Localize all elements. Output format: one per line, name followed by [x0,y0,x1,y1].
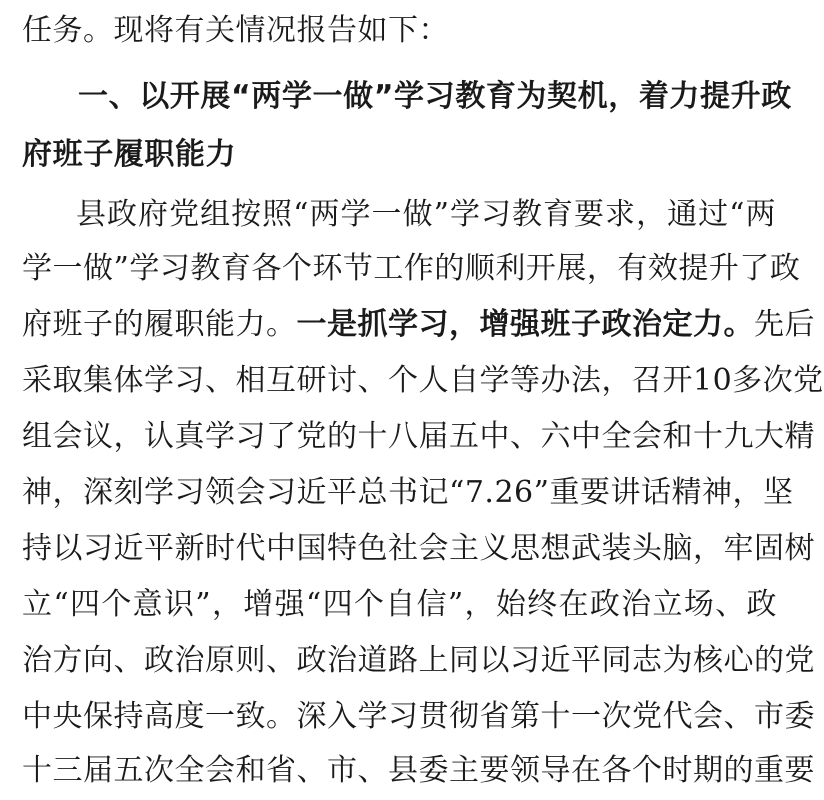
text-line-13: 中央保持高度一致。深入学习贯彻省第十一次党代会、市委 [22,699,815,734]
section-heading-line-1: 一、以开展“两学一做”学习教育为契机，着力提升政 [78,79,792,114]
text-line-6-bold-part: 一是抓学习，增强班子政治定力。 [296,307,754,342]
text-line-5: 学一做”学习教育各个环节工作的顺利开展，有效提升了政 [22,251,801,286]
text-line-4: 县政府党组按照“两学一做”学习教育要求，通过“两 [76,197,776,232]
text-line-9: 神，深刻学习领会习近平总书记“7.26”重要讲话精神，坚 [22,475,794,510]
text-line-12: 治方向、政治原则、政治道路上同以习近平同志为核心的党 [22,643,815,678]
text-line-1: 任务。现将有关情况报告如下： [22,13,449,48]
text-line-11: 立“四个意识”，增强“四个自信”，始终在政治立场、政 [22,587,777,622]
section-heading-line-2: 府班子履职能力 [22,137,237,172]
text-line-6 [22,296,815,354]
text-line-6-part-3: 先后 [754,307,815,342]
text-line-10: 持以习近平新时代中国特色社会主义思想武装头脑，牢固树 [22,531,815,566]
text-line-8: 组会议，认真学习了党的十八届五中、六中全会和十九大精 [22,419,815,454]
text-line-7: 采取集体学习、相互研讨、个人自学等办法，召开10多次党 [22,363,824,398]
text-line-14: 十三届五次全会和省、市、县委主要领导在各个时期的重要 [22,753,815,788]
text-line-6-part-1: 府班子的履职能力。 [22,307,297,342]
